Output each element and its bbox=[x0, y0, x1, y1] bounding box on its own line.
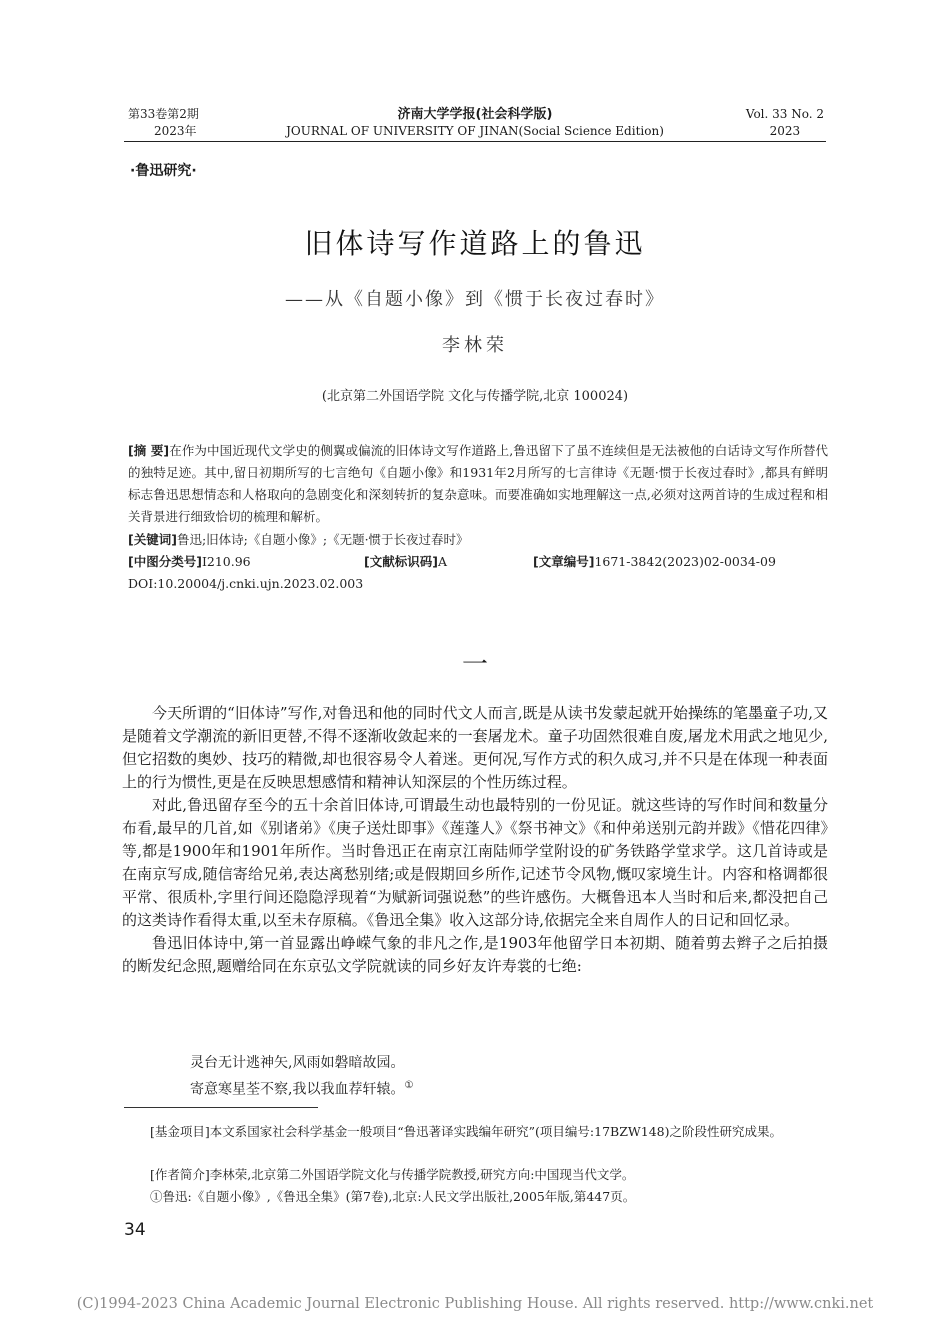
classification-line bbox=[128, 551, 828, 573]
header-year: 2023年 bbox=[154, 124, 197, 138]
article-subtitle: ——从《自题小像》到《惯于长夜过春时》 bbox=[285, 289, 665, 310]
journal-name-cn: 济南大学学报(社会科学版) bbox=[397, 107, 553, 122]
header-volume-en-info bbox=[746, 106, 824, 140]
fund-note: [基金项目]本文系国家社会科学基金一般项目“鲁迅著译实践编年研究”(项目编号:17BZW148)之阶段性研究成果。 bbox=[150, 1124, 782, 1139]
column-label: ·鲁迅研究· bbox=[130, 163, 197, 179]
copyright-watermark: (C)1994-2023 China Academic Journal Electronic Publishing House. All rights reserved. http://www.cnki.net bbox=[76, 1296, 874, 1312]
keywords bbox=[128, 529, 828, 551]
header-volume-info bbox=[128, 106, 199, 140]
poem bbox=[190, 1052, 413, 1101]
footnote-mark: ① bbox=[404, 1079, 414, 1091]
poem-line: 寄意寒星荃不察,我以我血荐轩辕。 bbox=[190, 1081, 405, 1098]
abstract-text: 在作为中国近现代文学史的侧翼或偏流的旧体诗文写作道路上,鲁迅留下了虽不连续但是无法被他的白话诗文写作所替代的独特足迹。其中,留日初期所写的七言绝句《自题小像》和1931年2月所写的七言律诗《无题·惯于长夜过春时》,都具有鲜明标志鲁迅思想情态和人格取向的急剧变化和深刻转折的复杂意味。而要准确如实地理解这一点,必须对这两首诗的生成过程和相关背景进行细致恰切的梳理和解析。 bbox=[128, 443, 828, 524]
article-title: 旧体诗写作道路上的鲁迅 bbox=[304, 227, 646, 260]
keywords-text: 鲁迅;旧体诗;《自题小像》;《无题·惯于长夜过春时》 bbox=[176, 532, 469, 547]
header-journal bbox=[270, 106, 680, 140]
page-number: 34 bbox=[124, 1220, 146, 1240]
abstract-label: [摘 要] bbox=[128, 443, 170, 458]
paragraph: 今天所谓的“旧体诗”写作,对鲁迅和他的同时代文人而言,既是从读书发蒙起就开始操练的笔墨童子功,又是随着文学潮流的新旧更替,不得不逐渐收敛起来的一套屠龙术。童子功固然很难自废,屠龙术用武之地见少,但它招数的奥妙、技巧的精微,却也很容易令人着迷。更何况,写作方式的积久成习,并不只是在体现一种表面上的行为惯性,更是在反映思想感情和精神认知深层的个性历练过程。 bbox=[122, 704, 828, 791]
article-no-label: [文章编号] bbox=[533, 554, 595, 569]
header-rule bbox=[124, 141, 826, 142]
header-volume-en: Vol. 33 No. 2 bbox=[745, 107, 824, 121]
doc-code-value: A bbox=[437, 554, 447, 569]
author-affiliation: (北京第二外国语学院 文化与传播学院,北京 100024) bbox=[321, 389, 629, 404]
paragraph: 鲁迅旧体诗中,第一首显露出峥嵘气象的非凡之作,是1903年他留学日本初期、随着剪去辫子之后拍摄的断发纪念照,题赠给同在东京弘文学院就读的同乡好友许寿裳的七绝: bbox=[122, 934, 828, 975]
doc-code-label: [文献标识码] bbox=[364, 554, 438, 569]
article-no-value: 1671-3842(2023)02-0034-09 bbox=[594, 554, 776, 569]
journal-name-en: JOURNAL OF UNIVERSITY OF JINAN(Social Science Edition) bbox=[286, 124, 664, 138]
clc-label: [中图分类号] bbox=[128, 554, 202, 569]
footnote-1: ①鲁迅:《自题小像》,《鲁迅全集》(第7卷),北京:人民文学出版社,2005年版,第447页。 bbox=[150, 1189, 636, 1204]
header-volume: 第33卷第2期 bbox=[128, 107, 199, 121]
clc-value: I210.96 bbox=[201, 554, 251, 569]
author-bio-note: [作者简介]李林荣,北京第二外国语学院文化与传播学院教授,研究方向:中国现当代文学。 bbox=[150, 1167, 635, 1182]
paragraph: 对此,鲁迅留存至今的五十余首旧体诗,可谓最生动也最特别的一份见证。就这些诗的写作时间和数量分布看,最早的几首,如《别诸弟》《庚子送灶即事》《莲蓬人》《祭书神文》《和仲弟送别元韵并跋》《惜花四律》等,都是1900年和1901年所作。当时鲁迅正在南京江南陆师学堂附设的矿务铁路学堂求学。这几首诗或是在南京写成,随信寄给兄弟,表达离愁别绪;或是假期回乡所作,记述节令风物,慨叹家境生计。内容和格调都很平常、很质朴,字里行间还隐隐浮现着“为赋新词强说愁”的些许感伤。大概鲁迅本人当时和后来,都没把自己的这类诗作看得太重,以至未存原稿。《鲁迅全集》收入这部分诗,依据完全来自周作人的日记和回忆录。 bbox=[122, 796, 828, 929]
footnote-rule bbox=[124, 1107, 318, 1108]
keywords-label: [关键词] bbox=[128, 532, 177, 547]
body-text bbox=[122, 702, 828, 978]
section-number: 一 bbox=[461, 650, 488, 680]
header-year-en: 2023 bbox=[769, 124, 801, 138]
abstract bbox=[128, 440, 828, 528]
doi: DOI:10.20004/j.cnki.ujn.2023.02.003 bbox=[128, 576, 364, 591]
article-author: 李林荣 bbox=[442, 335, 508, 356]
poem-line: 灵台无计逃神矢,风雨如磐暗故园。 bbox=[190, 1055, 405, 1071]
